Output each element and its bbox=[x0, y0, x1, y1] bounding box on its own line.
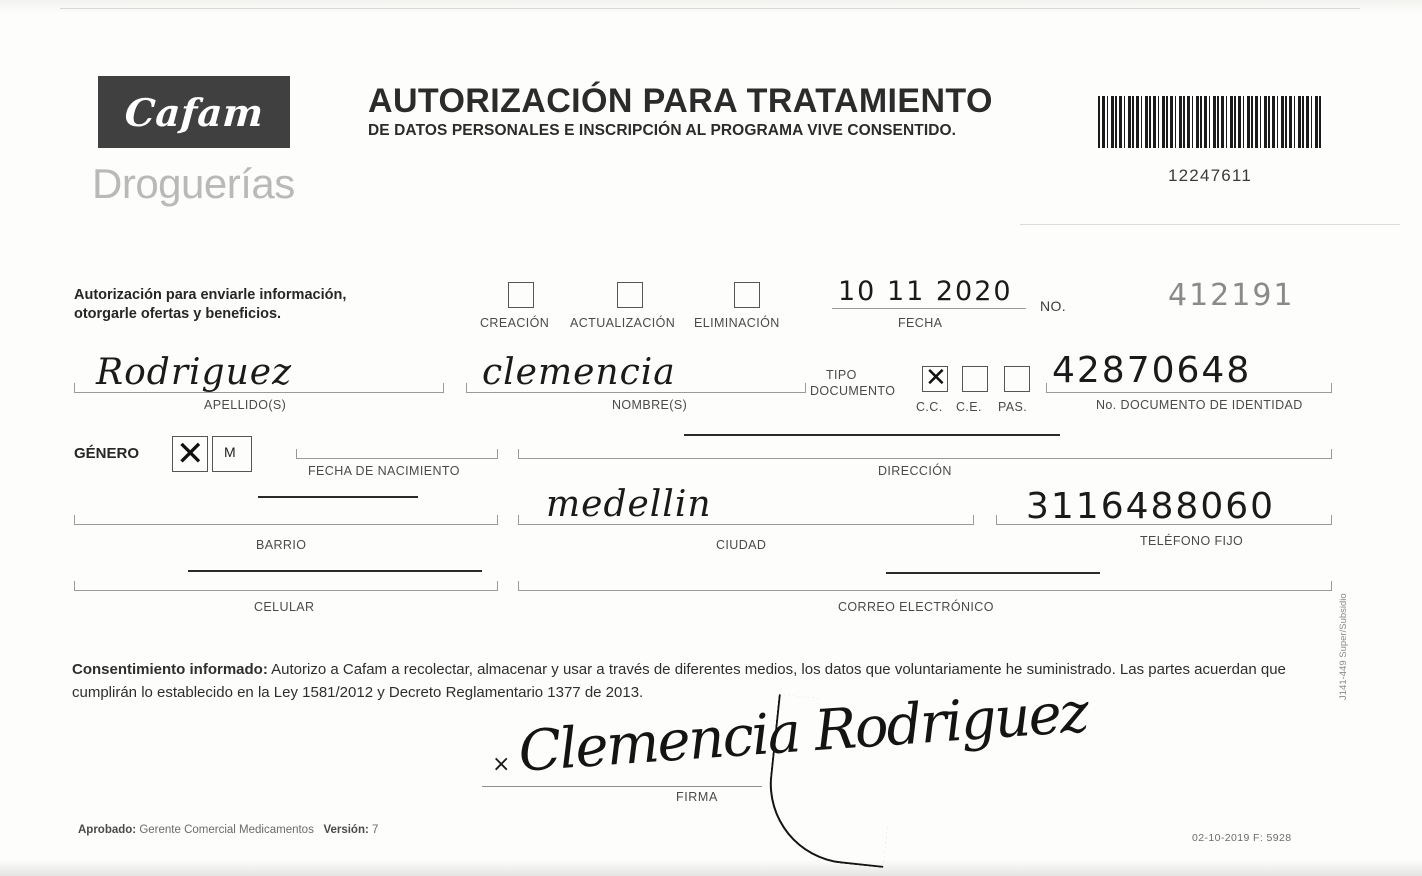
consent-text: Autorizo a Cafam a recolectar, almacenar y usar a través de diferentes medios, los datos que voluntariamente he suministrado. Las partes acuerdan que cumplirán lo establecido en la Ley 1581/2012 y Decreto Reglamentario 1377 de 2013. bbox=[72, 661, 1286, 701]
label-ce: C.E. bbox=[956, 400, 982, 414]
footer-approval bbox=[78, 824, 378, 836]
value-aprobado: Gerente Comercial Medicamentos bbox=[139, 824, 314, 836]
checkbox-eliminacion[interactable] bbox=[734, 282, 760, 308]
scan-artifact-line bbox=[60, 8, 1360, 9]
mobile-field-line bbox=[74, 590, 498, 591]
label-actualizacion: ACTUALIZACIÓN bbox=[570, 316, 676, 330]
signature-handwriting: Clemencia Rodriguez bbox=[516, 680, 1090, 785]
label-apellidos: APELLIDO(S) bbox=[204, 398, 287, 412]
email-scrawl bbox=[886, 558, 1100, 574]
document-title: AUTORIZACIÓN PARA TRATAMIENTO bbox=[368, 82, 993, 120]
label-barrio: BARRIO bbox=[256, 538, 307, 552]
checkbox-pas[interactable] bbox=[1004, 366, 1030, 392]
label-celular: CELULAR bbox=[254, 600, 315, 614]
label-aprobado: Aprobado: bbox=[78, 824, 137, 836]
doc-number-field-line bbox=[1046, 392, 1332, 393]
document-subtitle: DE DATOS PERSONALES E INSCRIPCIÓN AL PROGRAMA VIVE CONSENTIDO. bbox=[368, 122, 957, 139]
droguerias-subtitle: Droguerías bbox=[92, 160, 295, 207]
label-eliminacion: ELIMINACIÓN bbox=[694, 316, 780, 330]
label-cc: C.C. bbox=[916, 400, 943, 414]
date-value: 10 11 2020 bbox=[838, 276, 1013, 307]
cafam-logo-text: Cafam bbox=[123, 89, 265, 135]
gender-f-check-mark: ✕ bbox=[176, 434, 205, 474]
consent-paragraph bbox=[72, 658, 1330, 704]
purpose-line-2: otorgarle ofertas y beneficios. bbox=[74, 306, 282, 322]
neighborhood-field-line bbox=[74, 524, 498, 525]
value-version: 7 bbox=[372, 824, 379, 836]
label-direccion: DIRECCIÓN bbox=[878, 464, 952, 478]
signature-flourish bbox=[762, 694, 900, 868]
label-telefono-fijo: TELÉFONO FIJO bbox=[1140, 534, 1244, 548]
neighborhood-scrawl bbox=[258, 482, 418, 498]
barcode-icon bbox=[1098, 96, 1322, 148]
footer-print-code: 02-10-2019 F: 5928 bbox=[1192, 832, 1292, 844]
label-correo-electronico: CORREO ELECTRÓNICO bbox=[838, 600, 994, 614]
footer-side-text: J141-449 Super/Subsidio bbox=[1338, 593, 1349, 700]
label-firma: FIRMA bbox=[676, 790, 718, 804]
label-documento: DOCUMENTO bbox=[810, 384, 896, 398]
consent-heading: Consentimiento informado: bbox=[72, 661, 268, 678]
checkbox-creacion[interactable] bbox=[508, 282, 534, 308]
scan-artifact-line bbox=[1020, 224, 1400, 225]
purpose-line-1: Autorización para enviarle información, bbox=[74, 287, 347, 303]
label-genero: GÉNERO bbox=[74, 445, 140, 462]
signature-line bbox=[482, 786, 762, 787]
birthdate-field-line bbox=[296, 458, 498, 459]
label-creacion: CREACIÓN bbox=[480, 316, 550, 330]
purpose-text bbox=[74, 286, 346, 324]
form-number-value: 412191 bbox=[1168, 278, 1295, 313]
address-field-line bbox=[518, 458, 1332, 459]
address-scrawl bbox=[684, 420, 1060, 436]
city-value: medellin bbox=[546, 484, 712, 525]
surname-value: Rodriguez bbox=[96, 352, 293, 393]
scan-artifact-bottom bbox=[0, 860, 1422, 876]
name-value: clemencia bbox=[482, 352, 676, 393]
label-fecha: FECHA bbox=[898, 316, 943, 330]
scan-artifact-top bbox=[0, 0, 1422, 14]
label-ciudad: CIUDAD bbox=[716, 538, 767, 552]
label-pas: PAS. bbox=[998, 400, 1028, 414]
label-nombres: NOMBRE(S) bbox=[612, 398, 688, 412]
label-fecha-nacimiento: FECHA DE NACIMIENTO bbox=[308, 464, 460, 478]
landline-value: 3116488060 bbox=[1026, 486, 1276, 527]
cafam-logo bbox=[98, 76, 290, 148]
mobile-scrawl bbox=[188, 556, 482, 572]
label-tipo: TIPO bbox=[826, 368, 857, 382]
signature-x-mark: × bbox=[492, 752, 511, 777]
label-genero-m: M bbox=[224, 444, 237, 460]
doc-number-value: 42870648 bbox=[1052, 350, 1252, 391]
cc-check-mark: ✕ bbox=[925, 363, 947, 393]
email-field-line bbox=[518, 590, 1332, 591]
label-version: Versión: bbox=[323, 824, 369, 836]
label-no-documento: No. DOCUMENTO DE IDENTIDAD bbox=[1096, 398, 1303, 412]
date-field-line bbox=[832, 308, 1026, 309]
checkbox-ce[interactable] bbox=[962, 366, 988, 392]
barcode-number: 12247611 bbox=[1168, 166, 1252, 185]
checkbox-actualizacion[interactable] bbox=[617, 282, 643, 308]
label-numero: NO. bbox=[1040, 298, 1067, 314]
